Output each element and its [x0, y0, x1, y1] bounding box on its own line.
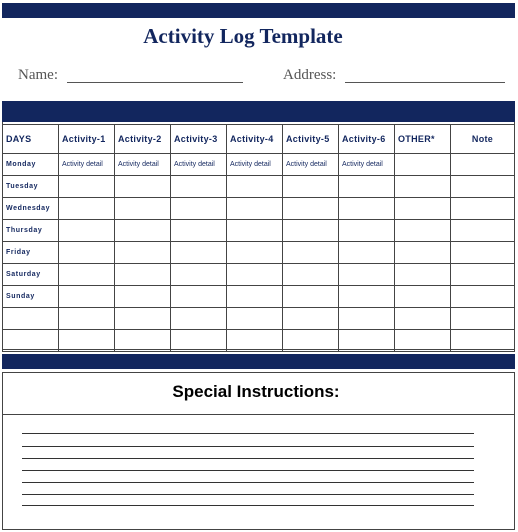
log-cell[interactable] [283, 330, 339, 352]
log-cell[interactable] [451, 154, 515, 176]
log-cell[interactable] [395, 154, 451, 176]
log-cell[interactable]: Activity detail [171, 154, 227, 176]
address-input-line[interactable] [345, 82, 505, 83]
log-cell[interactable] [171, 330, 227, 352]
log-cell[interactable] [283, 242, 339, 264]
instructions-title-divider [2, 414, 515, 415]
day-label [3, 308, 59, 330]
header-activity-3: Activity-3 [171, 125, 227, 154]
log-cell[interactable] [451, 242, 515, 264]
log-cell[interactable] [283, 264, 339, 286]
log-cell[interactable] [395, 264, 451, 286]
log-cell[interactable] [59, 220, 115, 242]
page-title: Activity Log Template [143, 24, 343, 48]
log-cell[interactable] [339, 264, 395, 286]
log-cell[interactable] [59, 330, 115, 352]
log-cell[interactable] [395, 330, 451, 352]
table-header-band [2, 101, 515, 122]
day-label: Thursday [3, 220, 59, 242]
log-cell[interactable] [395, 220, 451, 242]
table-row [3, 308, 515, 330]
day-label: Monday [3, 154, 59, 176]
table-row [3, 286, 515, 308]
log-cell[interactable]: Activity detail [227, 154, 283, 176]
header-other: OTHER* [395, 125, 451, 154]
header-days: DAYS [3, 125, 59, 154]
log-cell[interactable] [115, 264, 171, 286]
log-cell[interactable] [395, 286, 451, 308]
log-cell[interactable] [227, 176, 283, 198]
day-label [3, 330, 59, 352]
log-cell[interactable] [115, 286, 171, 308]
address-field [283, 67, 336, 84]
header-activity-2: Activity-2 [115, 125, 171, 154]
log-cell[interactable] [171, 264, 227, 286]
log-cell[interactable] [451, 308, 515, 330]
log-cell[interactable]: Activity detail [283, 154, 339, 176]
log-cell[interactable] [339, 220, 395, 242]
log-cell[interactable] [451, 176, 515, 198]
log-cell[interactable] [171, 308, 227, 330]
day-label: Wednesday [3, 198, 59, 220]
log-cell[interactable] [283, 286, 339, 308]
day-label: Sunday [3, 286, 59, 308]
log-cell[interactable] [115, 308, 171, 330]
log-cell[interactable] [395, 176, 451, 198]
day-label: Saturday [3, 264, 59, 286]
table-row [3, 330, 515, 352]
log-cell[interactable] [339, 308, 395, 330]
log-cell[interactable] [227, 198, 283, 220]
log-cell[interactable] [59, 176, 115, 198]
log-cell[interactable] [283, 220, 339, 242]
log-cell[interactable] [227, 286, 283, 308]
log-cell[interactable] [171, 220, 227, 242]
day-label: Friday [3, 242, 59, 264]
log-cell[interactable] [171, 286, 227, 308]
log-cell[interactable] [395, 308, 451, 330]
log-cell[interactable] [227, 264, 283, 286]
writing-line[interactable] [22, 446, 474, 447]
log-cell[interactable] [339, 198, 395, 220]
log-cell[interactable] [339, 242, 395, 264]
log-cell[interactable] [227, 330, 283, 352]
log-cell[interactable] [451, 264, 515, 286]
log-cell[interactable] [59, 264, 115, 286]
name-field [18, 67, 58, 84]
log-cell[interactable] [227, 242, 283, 264]
table-row [3, 220, 515, 242]
header-activity-5: Activity-5 [283, 125, 339, 154]
log-cell[interactable] [451, 330, 515, 352]
writing-line[interactable] [22, 458, 474, 459]
header-activity-6: Activity-6 [339, 125, 395, 154]
log-cell[interactable] [59, 242, 115, 264]
writing-line[interactable] [22, 505, 474, 506]
name-label: Name: [18, 67, 58, 83]
log-cell[interactable] [451, 220, 515, 242]
log-cell[interactable] [395, 242, 451, 264]
log-cell[interactable] [451, 286, 515, 308]
table-row [3, 176, 515, 198]
table-row [3, 242, 515, 264]
writing-line[interactable] [22, 470, 474, 471]
table-header-row [3, 125, 515, 154]
log-cell[interactable]: Activity detail [339, 154, 395, 176]
log-cell[interactable] [115, 330, 171, 352]
header-note: Note [451, 125, 515, 154]
name-input-line[interactable] [67, 82, 243, 83]
log-cell[interactable] [339, 330, 395, 352]
log-cell[interactable] [283, 308, 339, 330]
header-activity-1: Activity-1 [59, 125, 115, 154]
log-cell[interactable] [59, 198, 115, 220]
address-label: Address: [283, 67, 337, 83]
writing-line[interactable] [22, 482, 474, 483]
log-cell[interactable] [115, 242, 171, 264]
log-cell[interactable] [227, 220, 283, 242]
writing-line[interactable] [22, 494, 474, 495]
log-cell[interactable]: Activity detail [115, 154, 171, 176]
log-cell[interactable] [339, 176, 395, 198]
log-cell[interactable] [115, 220, 171, 242]
log-cell[interactable] [395, 198, 451, 220]
special-instructions-title: Special Instructions: [172, 382, 340, 401]
log-cell[interactable] [115, 198, 171, 220]
log-cell[interactable] [283, 176, 339, 198]
writing-line[interactable] [22, 433, 474, 434]
header-band [2, 3, 515, 18]
activity-log-table [2, 124, 515, 352]
log-cell[interactable] [451, 198, 515, 220]
log-cell[interactable] [171, 198, 227, 220]
log-cell[interactable] [283, 198, 339, 220]
header-activity-4: Activity-4 [227, 125, 283, 154]
table-row [3, 154, 515, 176]
log-cell[interactable]: Activity detail [59, 154, 115, 176]
log-cell[interactable] [339, 286, 395, 308]
log-cell[interactable] [59, 308, 115, 330]
log-cell[interactable] [59, 286, 115, 308]
section-divider-band [2, 354, 515, 369]
log-cell[interactable] [171, 176, 227, 198]
log-cell[interactable] [227, 308, 283, 330]
table-row [3, 198, 515, 220]
table-row [3, 264, 515, 286]
log-cell[interactable] [115, 176, 171, 198]
day-label: Tuesday [3, 176, 59, 198]
log-cell[interactable] [171, 242, 227, 264]
